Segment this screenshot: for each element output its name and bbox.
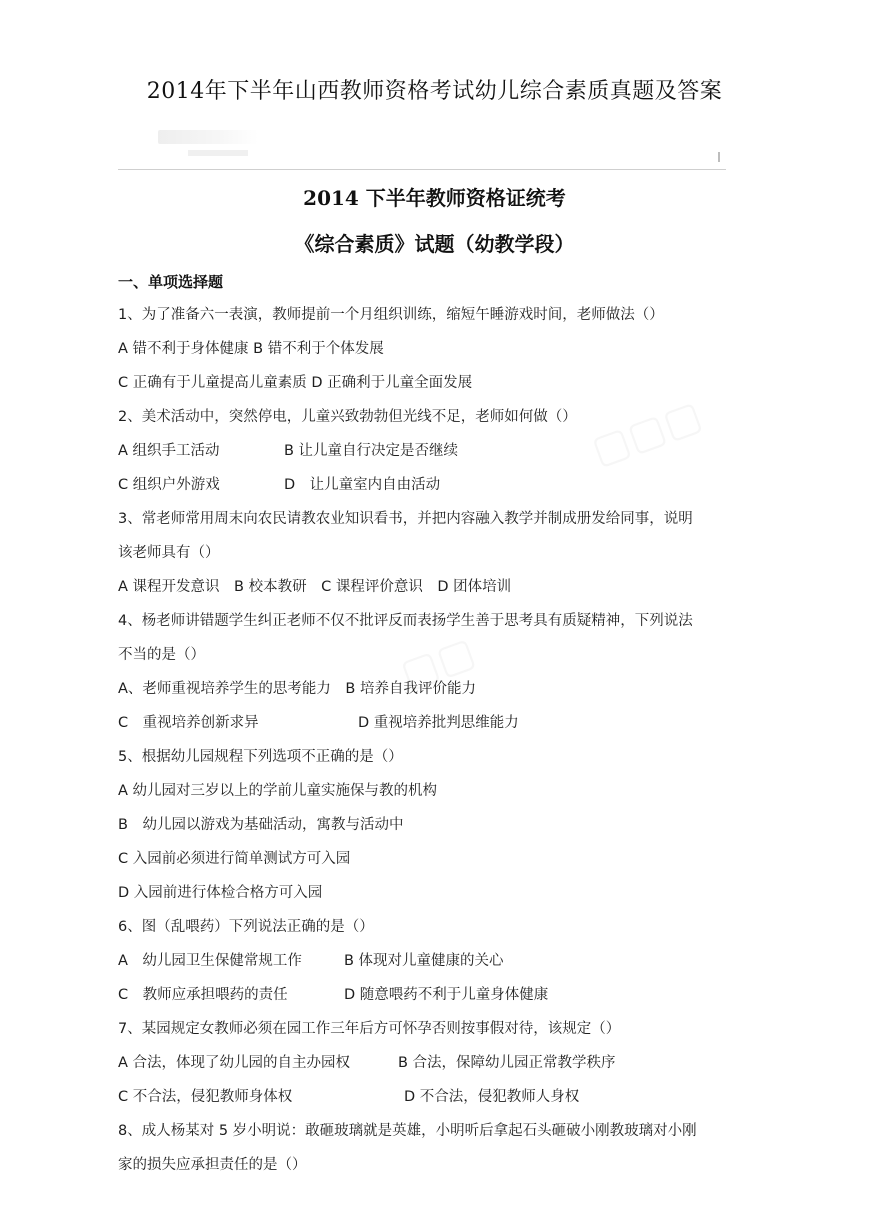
text-line (118, 776, 738, 810)
question-content (118, 300, 738, 1184)
line-text: 1、为了准备六一表演，教师提前一个月组织训练，缩短午睡游戏时间，老师做法（） (118, 307, 664, 323)
scan-artifact (158, 130, 258, 144)
line-text: A 错不利于身体健康 B 错不利于个体发展 (118, 341, 384, 357)
text-line (118, 436, 738, 470)
text-line (118, 538, 738, 572)
text-line (118, 1150, 738, 1184)
line-text: B 幼儿园以游戏为基础活动，寓教与活动中 (118, 817, 404, 833)
text-line (118, 980, 738, 1014)
scan-mark (718, 152, 720, 162)
line-text: 8、成人杨某对 5 岁小明说：敢砸玻璃就是英雄，小明听后拿起石头砸破小刚教玻璃对小刚 (118, 1123, 697, 1139)
text-line (118, 946, 738, 980)
option-text: C 教师应承担喂药的责任 (118, 987, 288, 1003)
text-line (118, 368, 738, 402)
text-line (118, 708, 738, 742)
option-text: C 组织户外游戏 (118, 477, 220, 493)
line-text: 5、根据幼儿园规程下列选项不正确的是（） (118, 749, 403, 765)
text-line (118, 504, 738, 538)
text-line (118, 640, 738, 674)
option-text: D 重视培养批判思维能力 (358, 715, 519, 731)
line-text: 3、常老师常用周末向农民请教农业知识看书，并把内容融入教学并制成册发给同事，说明 (118, 511, 693, 527)
text-line (118, 1082, 738, 1116)
option-text: C 重视培养创新求异 (118, 715, 259, 731)
line-text: 6、图（乱喂药）下列说法正确的是（） (118, 919, 374, 935)
option-text: D 让儿童室内自由活动 (284, 477, 441, 493)
option-text: B 合法，保障幼儿园正常教学秩序 (398, 1055, 616, 1071)
line-text: 家的损失应承担责任的是（） (118, 1157, 307, 1173)
text-line (118, 878, 738, 912)
text-line (118, 810, 738, 844)
exam-heading-2: 《综合素质》试题（幼教学段） (294, 232, 575, 256)
line-text: 该老师具有（） (118, 545, 220, 561)
text-line (118, 606, 738, 640)
option-text: A 幼儿园卫生保健常规工作 (118, 953, 302, 969)
text-line (118, 334, 738, 368)
option-text: D 不合法，侵犯教师人身权 (404, 1089, 580, 1105)
option-text: C 不合法，侵犯教师身体权 (118, 1089, 293, 1105)
scan-artifact (188, 150, 248, 156)
line-text: 4、杨老师讲错题学生纠正老师不仅不批评反而表扬学生善于思考具有质疑精神，下列说法 (118, 613, 693, 629)
text-line (118, 742, 738, 776)
text-line (118, 470, 738, 504)
text-line (118, 1014, 738, 1048)
page-title: 2014年下半年山西教师资格考试幼儿综合素质真题及答案 (146, 79, 723, 104)
option-text: B 让儿童自行决定是否继续 (284, 443, 459, 459)
section-title: 一、单项选择题 (118, 273, 224, 291)
line-text: C 入园前必须进行简单测试方可入园 (118, 851, 351, 867)
scanned-header-strip (118, 128, 726, 172)
option-text: A 组织手工活动 (118, 443, 220, 459)
option-text: A 合法，体现了幼儿园的自主办园权 (118, 1055, 351, 1071)
text-line (118, 912, 738, 946)
option-text: D 随意喂药不利于儿童身体健康 (344, 987, 549, 1003)
text-line (118, 402, 738, 436)
line-text: 7、某园规定女教师必须在园工作三年后方可怀孕否则按事假对待，该规定（） (118, 1021, 621, 1037)
option-text: B 体现对儿童健康的关心 (344, 953, 504, 969)
text-line (118, 572, 738, 606)
line-text: 2、美术活动中，突然停电，儿童兴致勃勃但光线不足，老师如何做（） (118, 409, 577, 425)
line-text: A、老师重视培养学生的思考能力 B 培养自我评价能力 (118, 681, 476, 697)
text-line (118, 1116, 738, 1150)
text-line (118, 300, 738, 334)
line-text: D 入园前进行体检合格方可入园 (118, 885, 323, 901)
header-rule (118, 169, 726, 170)
line-text: A 幼儿园对三岁以上的学前儿童实施保与教的机构 (118, 783, 438, 799)
text-line (118, 844, 738, 878)
line-text: C 正确有于儿童提高儿童素质 D 正确利于儿童全面发展 (118, 375, 473, 391)
exam-heading-1: 2014 下半年教师资格证统考 (303, 186, 566, 210)
line-text: A 课程开发意识 B 校本教研 C 课程评价意识 D 团体培训 (118, 579, 512, 595)
line-text: 不当的是（） (118, 647, 205, 663)
text-line (118, 674, 738, 708)
text-line (118, 1048, 738, 1082)
